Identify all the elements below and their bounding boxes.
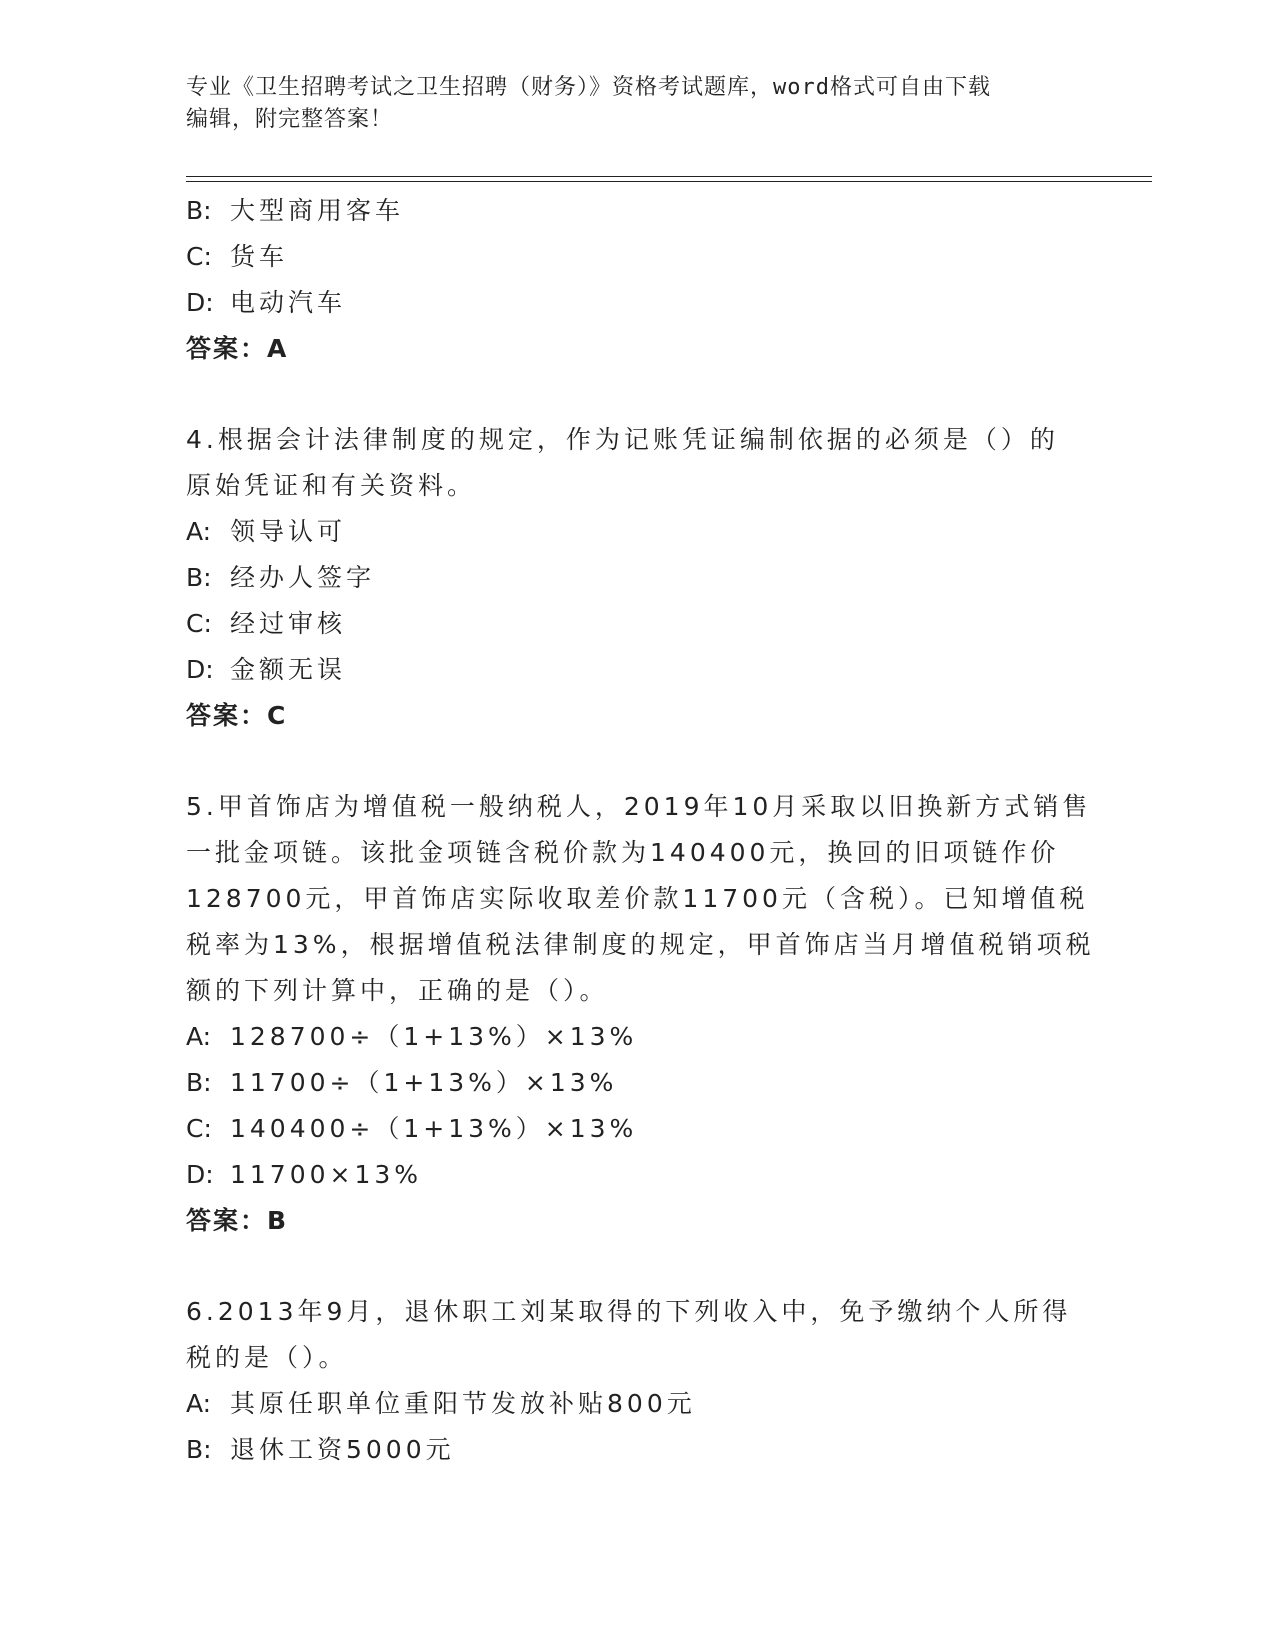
- option-b: [186, 1060, 1106, 1106]
- question-text-line: 额的下列计算中，正确的是（）。: [186, 976, 609, 1005]
- option-text: 140400÷（1+13%）×13%: [230, 1114, 638, 1143]
- question-text-line: 6.2013年9月，退休职工刘某取得的下列收入中，免予缴纳个人所得: [186, 1297, 1072, 1326]
- option-letter: B:: [186, 196, 212, 225]
- question-text-line: 一批金项链。该批金项链含税价款为140400元，换回的旧项链作价: [186, 838, 1060, 867]
- option-text: 经过审核: [230, 609, 347, 638]
- option-text: 金额无误: [230, 655, 347, 684]
- option-d: [186, 280, 1106, 326]
- page-header: [186, 72, 1086, 136]
- option-text: 11700÷（1+13%）×13%: [230, 1068, 618, 1097]
- option-b: [186, 1427, 1106, 1473]
- question-content: [186, 188, 1106, 1473]
- header-rule-top: [186, 176, 1152, 177]
- option-letter: B:: [186, 563, 212, 592]
- option-letter: A:: [186, 517, 212, 546]
- option-text: 大型商用客车: [230, 196, 405, 225]
- question-3: [186, 188, 1106, 372]
- answer-line: 答案：B: [186, 1206, 289, 1235]
- header-line-2: 编辑，附完整答案！: [186, 107, 394, 132]
- option-d: [186, 1152, 1106, 1198]
- header-rule-bottom: [186, 181, 1152, 182]
- option-text: 电动汽车: [230, 288, 347, 317]
- option-a: [186, 1381, 1106, 1427]
- option-letter: C:: [186, 1114, 212, 1143]
- question-text-line: 4.根据会计法律制度的规定，作为记账凭证编制依据的必须是（）的: [186, 425, 1059, 454]
- header-line-1: 专业《卫生招聘考试之卫生招聘（财务）》资格考试题库，word格式可自由下载: [186, 75, 991, 100]
- option-text: 领导认可: [230, 517, 347, 546]
- question-text-line: 128700元，甲首饰店实际收取差价款11700元（含税）。已知增值税: [186, 884, 1089, 913]
- option-text: 其原任职单位重阳节发放补贴800元: [230, 1389, 696, 1418]
- question-6: [186, 1289, 1106, 1473]
- question-4: [186, 417, 1106, 739]
- answer-line: 答案：C: [186, 701, 288, 730]
- option-a: [186, 1014, 1106, 1060]
- option-d: [186, 647, 1106, 693]
- question-text-line: 税的是（）。: [186, 1343, 348, 1372]
- question-text-line: 原始凭证和有关资料。: [186, 471, 477, 500]
- option-letter: A:: [186, 1389, 212, 1418]
- option-a: [186, 509, 1106, 555]
- option-letter: B:: [186, 1068, 212, 1097]
- option-letter: A:: [186, 1022, 212, 1051]
- option-letter: D:: [186, 1160, 214, 1189]
- answer-line: 答案：A: [186, 334, 289, 363]
- option-text: 128700÷（1+13%）×13%: [230, 1022, 638, 1051]
- option-letter: D:: [186, 288, 214, 317]
- option-b: [186, 555, 1106, 601]
- option-letter: B:: [186, 1435, 212, 1464]
- option-letter: C:: [186, 242, 212, 271]
- option-b: [186, 188, 1106, 234]
- option-letter: D:: [186, 655, 214, 684]
- option-c: [186, 1106, 1106, 1152]
- option-text: 货车: [230, 242, 289, 271]
- option-text: 11700×13%: [230, 1160, 423, 1189]
- option-letter: C:: [186, 609, 212, 638]
- option-c: [186, 601, 1106, 647]
- option-text: 经办人签字: [230, 563, 376, 592]
- question-text-line: 税率为13%，根据增值税法律制度的规定，甲首饰店当月增值税销项税: [186, 930, 1095, 959]
- option-c: [186, 234, 1106, 280]
- question-5: [186, 784, 1106, 1244]
- question-text-line: 5.甲首饰店为增值税一般纳税人，2019年10月采取以旧换新方式销售: [186, 792, 1092, 821]
- option-text: 退休工资5000元: [230, 1435, 455, 1464]
